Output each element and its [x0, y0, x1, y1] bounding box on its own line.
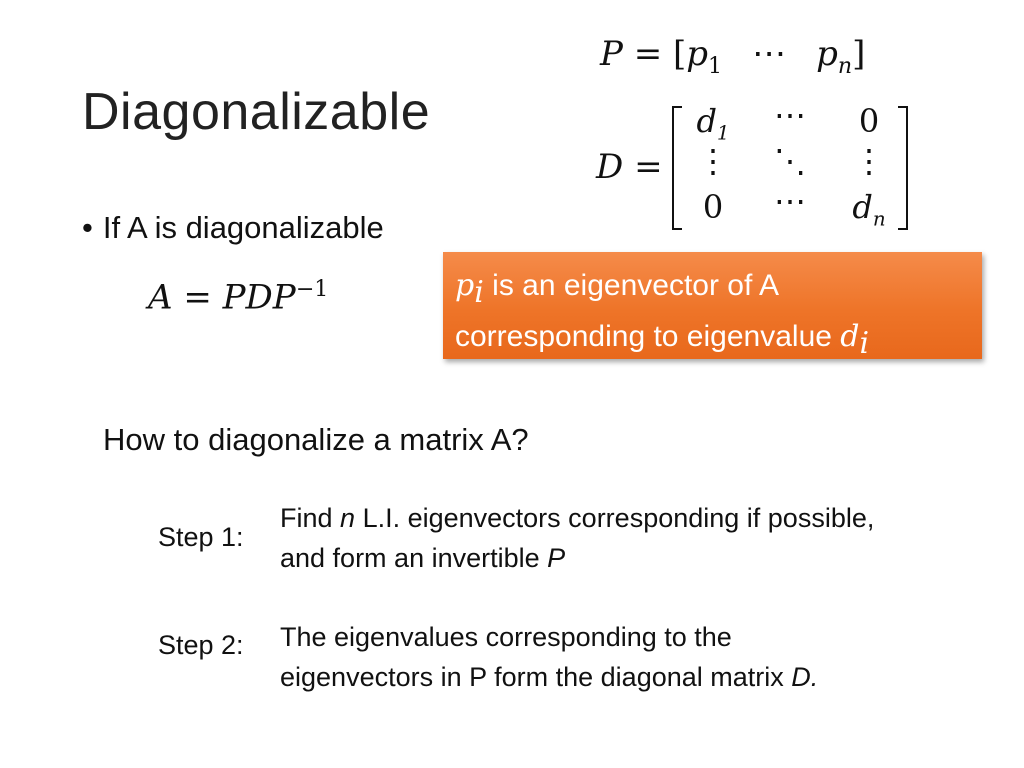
- eq-d-lhs: D: [596, 147, 624, 187]
- matrix-cell-r3c2: ⋯: [774, 182, 806, 220]
- callout-line-1: [455, 264, 970, 315]
- eq-p-close: ]: [852, 34, 866, 74]
- equation-a-pdp: [148, 276, 328, 317]
- matrix-cell-r3c3: $d_n$: [852, 188, 886, 231]
- callout-var-d-sub: i: [859, 326, 870, 361]
- bullet-item: [82, 210, 384, 246]
- callout-var-p: p: [455, 268, 475, 303]
- step-1-label: Step 1:: [158, 522, 244, 552]
- matrix-d: [672, 96, 908, 231]
- eq-p-last-sub: n: [837, 52, 853, 79]
- matrix-cell-r1c2: ⋯: [774, 96, 806, 134]
- step-1-text: [280, 498, 874, 578]
- matrix-cell-r1c3: 0: [858, 102, 880, 140]
- eq-p-lhs: P: [600, 34, 623, 74]
- question-heading: How to diagonalize a matrix A?: [103, 422, 529, 457]
- matrix-cell-r3c1: 0: [702, 188, 724, 226]
- equation-p-vector: [600, 34, 865, 79]
- callout-line1-text: is an eigenvector of A: [483, 269, 780, 302]
- step-2-line-1: The eigenvalues corresponding to the: [280, 622, 732, 652]
- matrix-cell-r2c1: ⋮: [697, 142, 729, 180]
- eq-p-last: p: [816, 34, 838, 74]
- eq-a-lhs: A: [148, 277, 173, 318]
- eq-a-equals: =: [172, 277, 223, 318]
- step-1-line-1: Find n L.I. eigenvectors corresponding if possible,: [280, 503, 875, 533]
- step-2-text: [280, 617, 818, 697]
- callout-line2-text: corresponding to eigenvalue: [455, 320, 841, 353]
- slide-title: Diagonalizable: [82, 83, 431, 141]
- eq-a-exponent: −1: [295, 276, 329, 302]
- callout-line-2: [455, 315, 970, 366]
- step-1-line-2: and form an invertible P: [280, 543, 566, 573]
- eq-p-equals: = [: [622, 34, 687, 74]
- matrix-cell-r2c2: ⋱: [774, 142, 806, 180]
- eq-a-rhs: PDP: [222, 277, 296, 318]
- step-2-label: Step 2:: [158, 630, 244, 660]
- bullet-dot-icon: •: [82, 210, 93, 245]
- eigenvector-callout: [443, 252, 982, 359]
- eq-p-first: p: [686, 34, 709, 74]
- eq-p-dots: ⋯: [752, 34, 787, 74]
- equation-d-label: [596, 147, 663, 187]
- matrix-cell-r1c1: $d_1$: [696, 102, 730, 145]
- bullet-text: If A is diagonalizable: [102, 210, 384, 245]
- step-2-line-2: eigenvectors in P form the diagonal matrix D.: [280, 662, 819, 692]
- matrix-cell-r2c3: ⋮: [853, 142, 885, 180]
- eq-p-first-sub: 1: [708, 52, 723, 79]
- callout-var-d: d: [840, 319, 860, 354]
- eq-d-equals: =: [623, 147, 663, 187]
- callout-var-p-sub: i: [474, 275, 484, 310]
